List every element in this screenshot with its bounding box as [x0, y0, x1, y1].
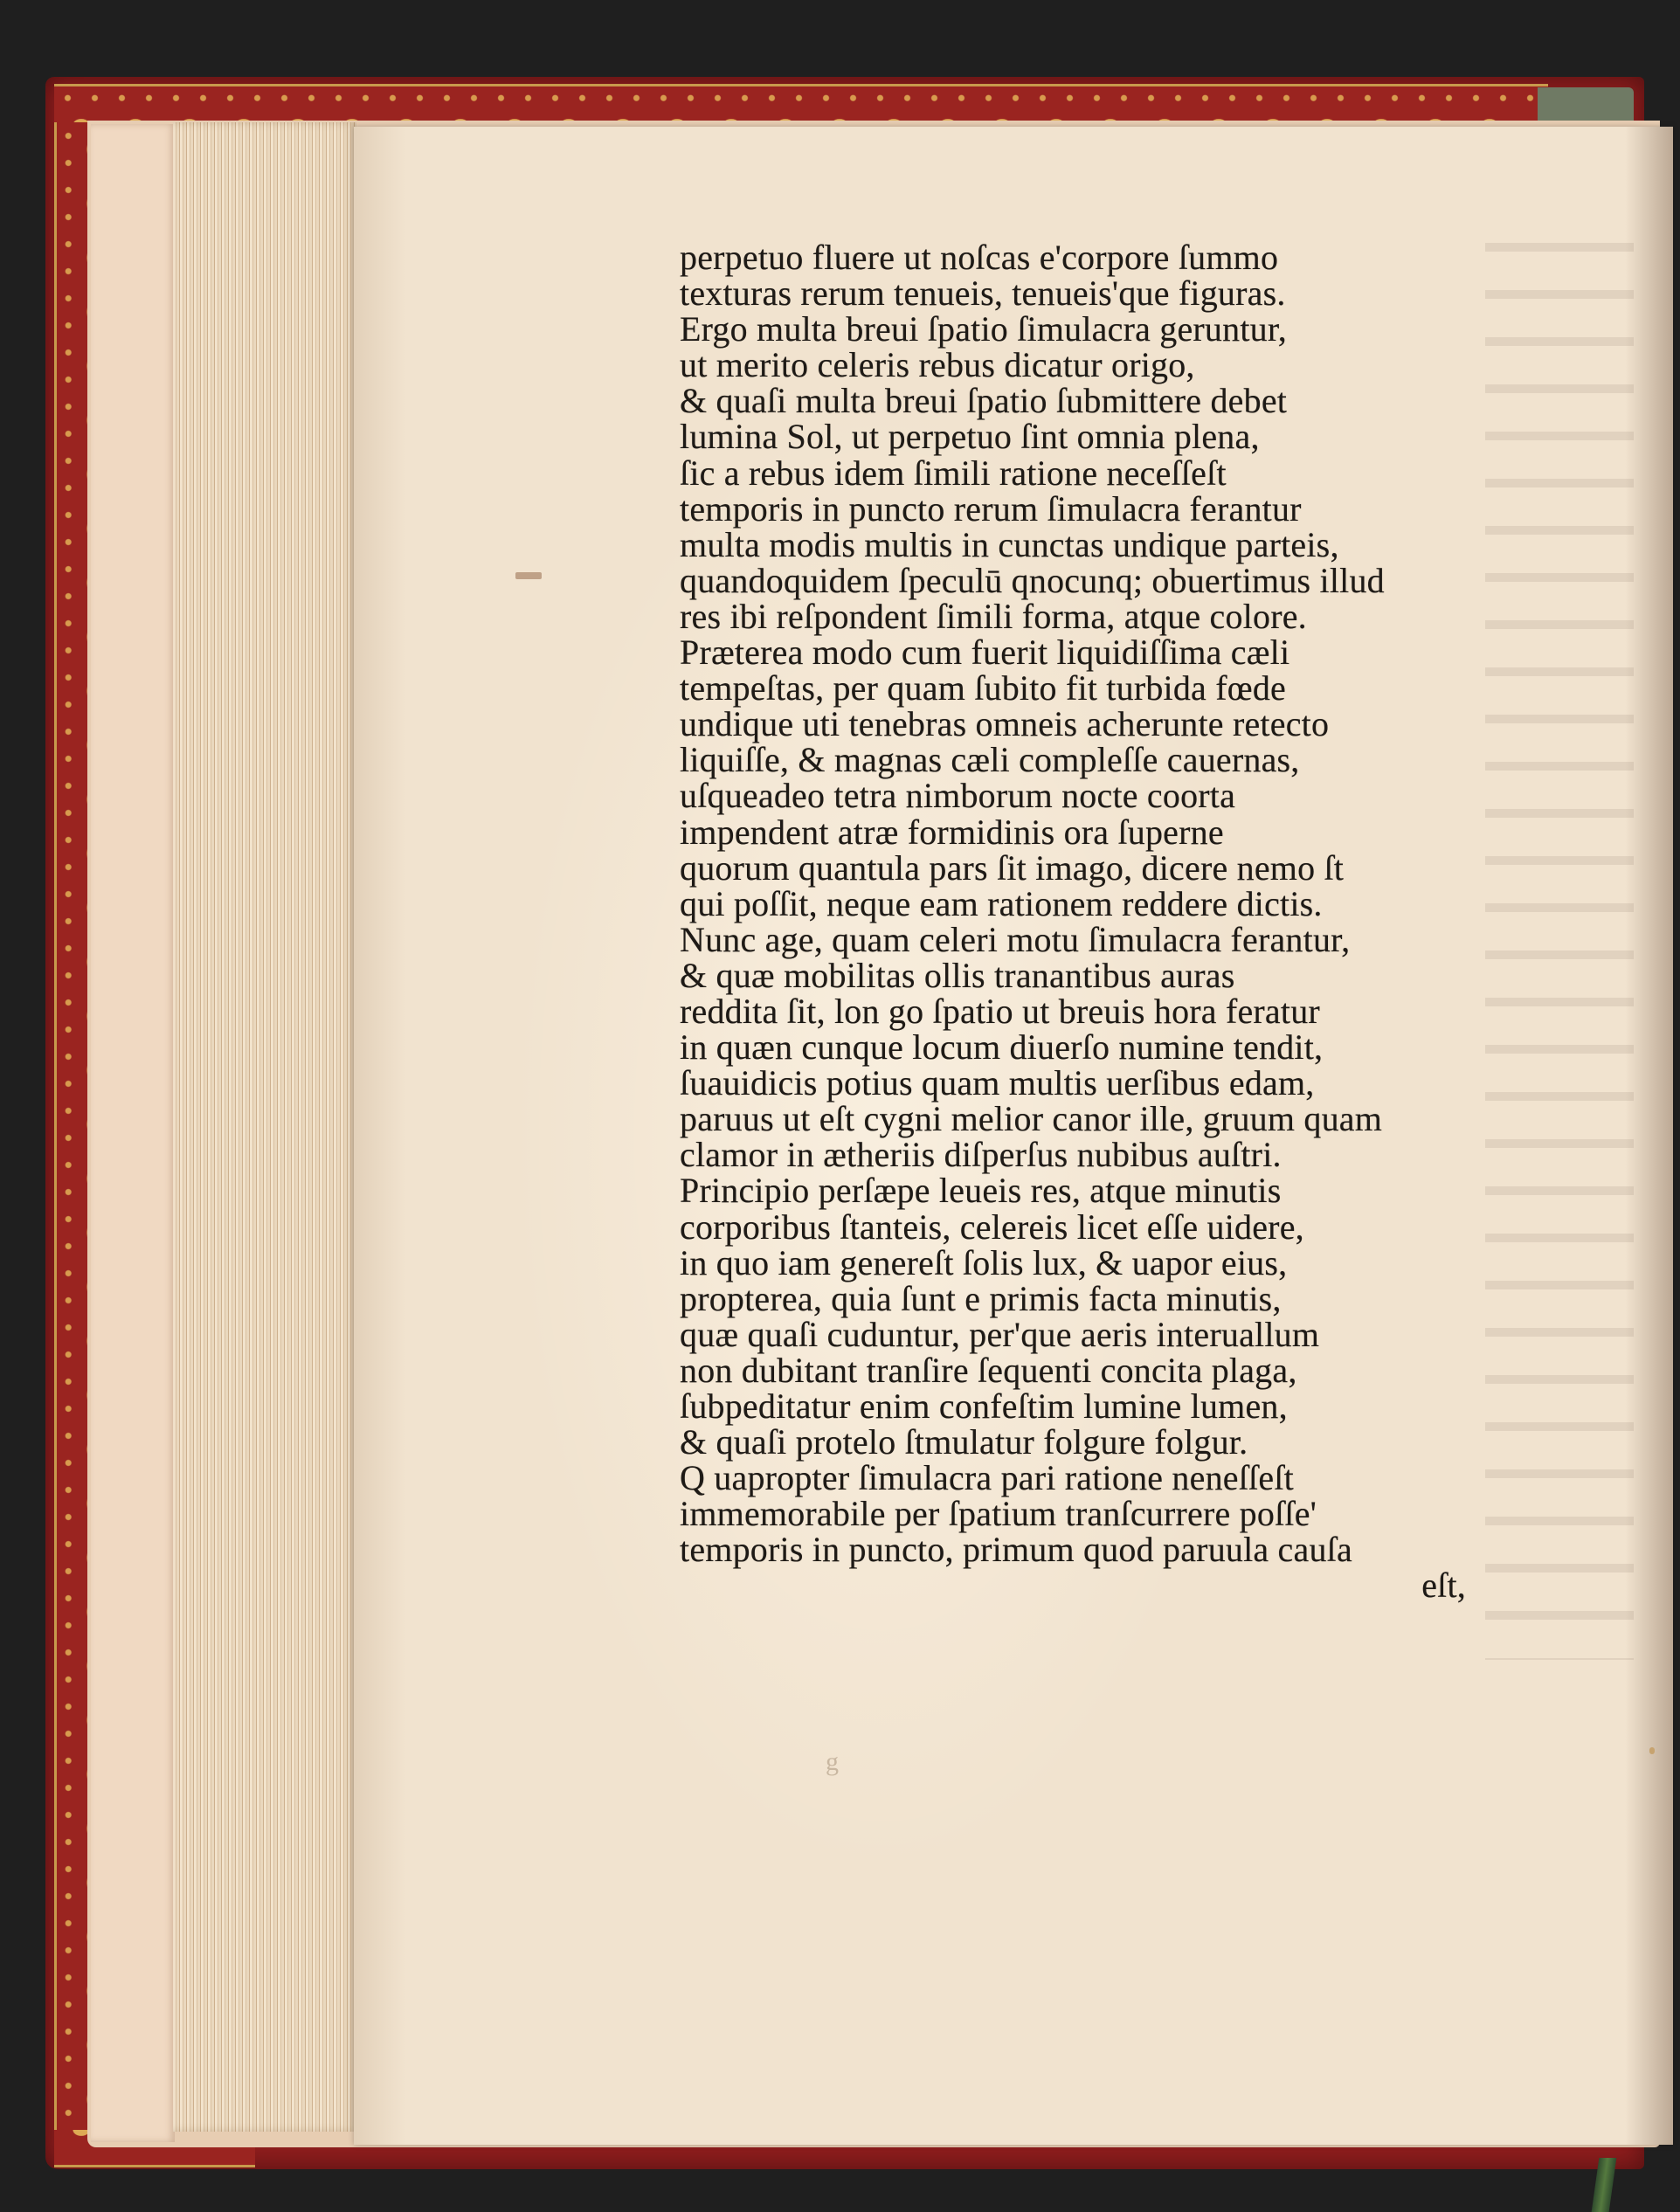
text-line: Principio perſæpe leueis res, atque minutis [680, 1171, 1282, 1211]
gutter-shadow [1625, 127, 1673, 2145]
text-line: undique uti tenebras omneis acherunte retecto [680, 704, 1330, 744]
signature-mark: g [826, 1747, 839, 1776]
page-edges [173, 122, 356, 2132]
text-line: & quaſi protelo ſtmulatur folgure folgur. [680, 1422, 1248, 1462]
text-line: perpetuo fluere ut noſcas e'corpore ſummo [680, 238, 1279, 277]
blank-leaf [91, 124, 175, 2142]
text-line: ſic a rebus idem ſimili ratione neceſſeſt [680, 453, 1227, 493]
text-line: in quo iam genereſt ſolis lux, & uapor eius, [680, 1242, 1288, 1282]
text-line: res ibi reſpondent ſimili forma, atque colore. [680, 596, 1307, 636]
text-line: tempeſtas, per quam ſubito fit turbida fœde [680, 668, 1286, 709]
text-line: impendent atræ formidinis ora ſuperne [680, 812, 1224, 852]
text-line: in quæn cunque locum diuerſo numine tendit, [680, 1027, 1324, 1068]
text-block [680, 239, 1553, 1604]
ink-smudge [515, 572, 542, 579]
text-line: reddita ſit, lon go ſpatio ut breuis hora feratur [680, 991, 1320, 1031]
text-line: texturas rerum tenueis, tenueis'que figuras. [680, 273, 1286, 314]
text-line: & quæ mobilitas ollis tranantibus auras [680, 955, 1235, 995]
text-line: corporibus ſtanteis, celereis licet eſſe uidere, [680, 1206, 1304, 1247]
text-line: immemorabile per ſpatium tranſcurrere poſſe' [680, 1494, 1317, 1534]
text-line: Nunc age, quam celeri motu ſimulacra ferantur, [680, 919, 1351, 959]
text-line: lumina Sol, ut perpetuo ſint omnia plena, [680, 417, 1260, 457]
text-line: quandoquidem ſpeculū qnocunq; obuertimus illud [680, 560, 1385, 600]
text-line: non dubitant tranſire ſequenti concita plaga, [680, 1350, 1297, 1390]
text-line: Ergo multa breui ſpatio ſimulacra geruntur, [680, 309, 1287, 349]
text-line: & quaſi multa breui ſpatio ſubmittere debet [680, 381, 1288, 421]
cover-corner [1538, 87, 1634, 122]
text-line: uſqueadeo tetra nimborum nocte coorta [680, 776, 1236, 816]
text-line: Præterea modo cum fuerit liquidiſſima cæli [680, 632, 1290, 673]
text-line: clamor in ætheriis diſperſus nubibus auſtri. [680, 1135, 1282, 1175]
text-line: multa modis multis in cunctas undique parteis, [680, 524, 1339, 564]
paper-stain [1649, 1747, 1655, 1754]
text-line: quorum quantula pars ſit imago, dicere nemo ſt [680, 847, 1345, 888]
catchword: eſt, [1421, 1566, 1466, 1606]
text-line: paruus ut eſt cygni melior canor ille, gruum quam [680, 1099, 1383, 1139]
text-line: propterea, quia ſunt e primis facta minutis, [680, 1278, 1282, 1318]
text-line: temporis in puncto rerum ſimulacra ferantur [680, 488, 1302, 529]
catchword-line [680, 1566, 1466, 1606]
text-line: ſubpeditatur enim confeſtim lumine lumen, [680, 1386, 1288, 1426]
text-line: ſuauidicis potius quam multis uerſibus edam, [680, 1063, 1315, 1103]
text-line: Q uapropter ſimulacra pari ratione neneſſeſt [680, 1458, 1294, 1498]
text-line: ut merito celeris rebus dicatur origo, [680, 345, 1195, 385]
text-line: quæ quaſi cuduntur, per'que aeris interuallum [680, 1314, 1320, 1354]
text-line: temporis in puncto, primum quod paruula cauſa [680, 1530, 1352, 1570]
text-line: liquiſſe, & magnas cæli compleſſe cauernas, [680, 740, 1300, 780]
text-line: qui poſſit, neque eam rationem reddere dictis. [680, 883, 1323, 923]
